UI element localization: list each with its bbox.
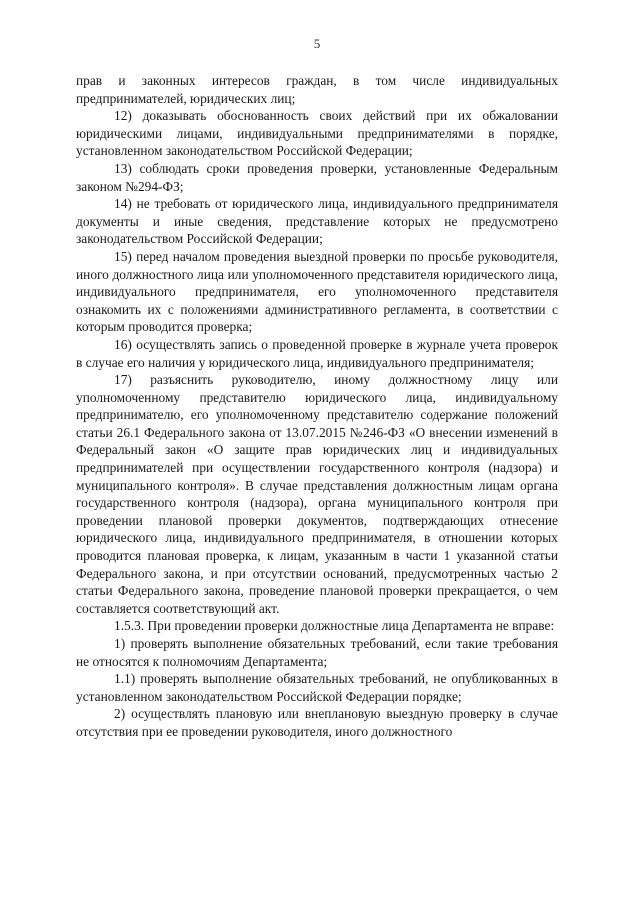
paragraph-continuation: прав и законных интересов граждан, в том числе индивидуальных предпринимателей, юридических лиц; (76, 73, 558, 106)
paragraph-section-1-5-3: 1.5.3. При проведении проверки должностные лица Департамента не вправе: (114, 618, 555, 634)
paragraph-item-1: 1) проверять выполнение обязательных требований, если такие требования не относятся к полномочиям Департамента; (76, 636, 558, 669)
page-number: 5 (313, 36, 321, 51)
paragraph-item-12: 12) доказывать обоснованность своих действий при их обжаловании юридическими лицами, индивидуальными предпринимателями в порядке, установленном законодательством Российской Федерации; (76, 108, 558, 159)
paragraph-item-13: 13) соблюдать сроки проведения проверки, установленные Федеральным законом №294-ФЗ; (76, 160, 558, 194)
paragraph-item-17: 17) разъяснить руководителю, иному должностному лицу или уполномоченному представителю юридического лица, индивидуальному предпринимателю, его уполномоченному представителю содержание положений статьи 26.1 Федерального закона от 13.07.2015 №246-ФЗ «О внесении изменений в Федеральный закон «О защите прав юридических лиц и индивидуальных предпринимателей при осуществлении государственного контроля (надзора) и муниципального контроля». В случае представления должностным лицам органа государственного контроля (надзора), органа муниципального контроля при проведении плановой проверки документов, подтверждающих отнесение юридического лица, индивидуального предпринимателя, в отношении которых проводится плановая проверка, к лицам, указанным в части 1 указанной статьи Федерального закона, и при отсутствии оснований, предусмотренных частью 2 статьи Федерального закона, проведение плановой проверки прекращается, о чем составляется соответствующий акт. (76, 372, 558, 616)
paragraph-item-16: 16) осуществлять запись о проведенной проверке в журнале учета проверок в случае его наличия у юридического лица, индивидуального предпринимателя; (76, 336, 558, 370)
paragraph-item-14: 14) не требовать от юридического лица, индивидуального предпринимателя документы и иные сведения, представление которых не предусмотрено законодательством Российской Федерации; (76, 196, 558, 247)
paragraph-item-1-1: 1.1) проверять выполнение обязательных требований, не опубликованных в установленном законодательством Российской Федерации порядке; (76, 671, 558, 704)
paragraph-item-15: 15) перед началом проведения выездной проверки по просьбе руководителя, иного должностного лица или уполномоченного представителя юридического лица, индивидуального предпринимателя, его уполномоченного представителя ознакомить их с положениями административного регламента, в соответствии с которым проводится проверка; (76, 248, 558, 335)
paragraph-item-2: 2) осуществлять плановую или внеплановую выездную проверку в случае отсутствия при ее проведении руководителя, иного должностного (76, 706, 558, 739)
